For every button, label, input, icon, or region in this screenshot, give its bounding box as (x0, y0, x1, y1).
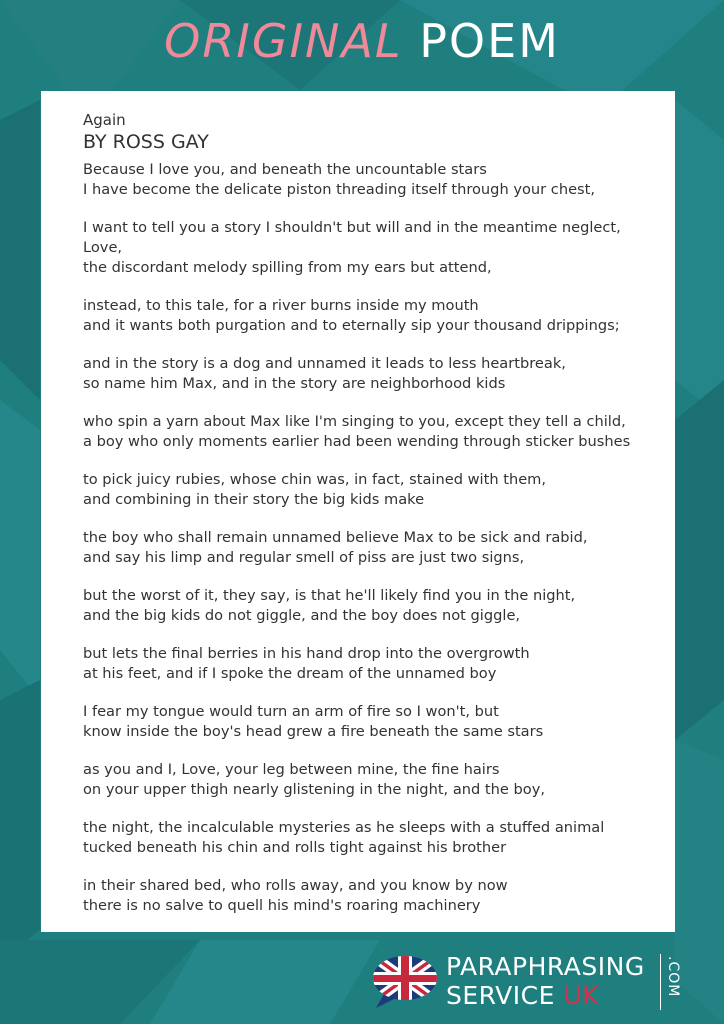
brand-logo (370, 950, 690, 1014)
uk-flag-speech-bubble-icon (370, 954, 440, 1010)
poem-line: Because I love you, and beneath the uncountable stars (83, 161, 487, 178)
poem-line: I fear my tongue would turn an arm of fire so I won't, but (83, 703, 499, 720)
stanza (83, 818, 655, 858)
poem-line: the discordant melody spilling from my ears but attend, (83, 259, 492, 276)
poem-card (41, 91, 675, 932)
poem-line: as you and I, Love, your leg between mine, the fine hairs (83, 761, 500, 778)
poem-line: and in the story is a dog and unnamed it leads to less heartbreak, (83, 355, 566, 372)
brand-line-2 (446, 981, 645, 1010)
poem-line: I want to tell you a story I shouldn't but will and in the meantime neglect, (83, 219, 621, 236)
stanza (83, 412, 655, 452)
page-header (0, 14, 724, 84)
poem-line: I have become the delicate piston threading itself through your chest, (83, 181, 596, 198)
poem-subtitle: Again (83, 111, 126, 129)
poem-line: know inside the boy's head grew a fire beneath the same stars (83, 723, 544, 740)
stanza (83, 760, 655, 800)
stanza (83, 586, 655, 626)
poem-body (83, 160, 655, 916)
poem-line: but lets the final berries in his hand drop into the overgrowth (83, 645, 530, 662)
stanza (83, 644, 655, 684)
stanza (83, 160, 655, 200)
stanza (83, 702, 655, 742)
stanza (83, 876, 655, 916)
poem-line: Love, (83, 239, 123, 256)
header-word-original: ORIGINAL (164, 14, 403, 68)
brand-uk: UK (563, 981, 600, 1010)
poem-line: on your upper thigh nearly glistening in the night, and the boy, (83, 781, 545, 798)
brand-name (446, 952, 645, 1010)
poem-line: at his feet, and if I spoke the dream of the unnamed boy (83, 665, 497, 682)
stanza (83, 470, 655, 510)
poem-line: there is no salve to quell his mind's roaring machinery (83, 897, 481, 914)
poem-line: and it wants both purgation and to eternally sip your thousand drippings; (83, 317, 620, 334)
header-word-poem: POEM (419, 14, 560, 68)
brand-service: SERVICE (446, 981, 564, 1010)
poem-line: the boy who shall remain unnamed believe Max to be sick and rabid, (83, 529, 588, 546)
brand-line-1: PARAPHRASING (446, 952, 645, 981)
brand-domain (660, 954, 683, 1010)
poem-line: so name him Max, and in the story are neighborhood kids (83, 375, 506, 392)
poem-line: and combining in their story the big kids make (83, 491, 425, 508)
poem-line: and say his limp and regular smell of piss are just two signs, (83, 549, 525, 566)
poem-line: but the worst of it, they say, is that he'll likely find you in the night, (83, 587, 576, 604)
stanza (83, 354, 655, 394)
poem-line: who spin a yarn about Max like I'm singing to you, except they tell a child, (83, 413, 626, 430)
stanza (83, 528, 655, 568)
poem-line: the night, the incalculable mysteries as he sleeps with a stuffed animal (83, 819, 605, 836)
poem-line: to pick juicy rubies, whose chin was, in fact, stained with them, (83, 471, 547, 488)
stanza (83, 296, 655, 336)
brand-com: .COM (665, 956, 681, 998)
poem-line: in their shared bed, who rolls away, and you know by now (83, 877, 508, 894)
poem-line: and the big kids do not giggle, and the boy does not giggle, (83, 607, 521, 624)
poem-line: instead, to this tale, for a river burns inside my mouth (83, 297, 479, 314)
poem-author: BY ROSS GAY (83, 131, 209, 153)
poem-line: a boy who only moments earlier had been wending through sticker bushes (83, 433, 631, 450)
poem-line: tucked beneath his chin and rolls tight against his brother (83, 839, 507, 856)
stanza (83, 218, 655, 278)
